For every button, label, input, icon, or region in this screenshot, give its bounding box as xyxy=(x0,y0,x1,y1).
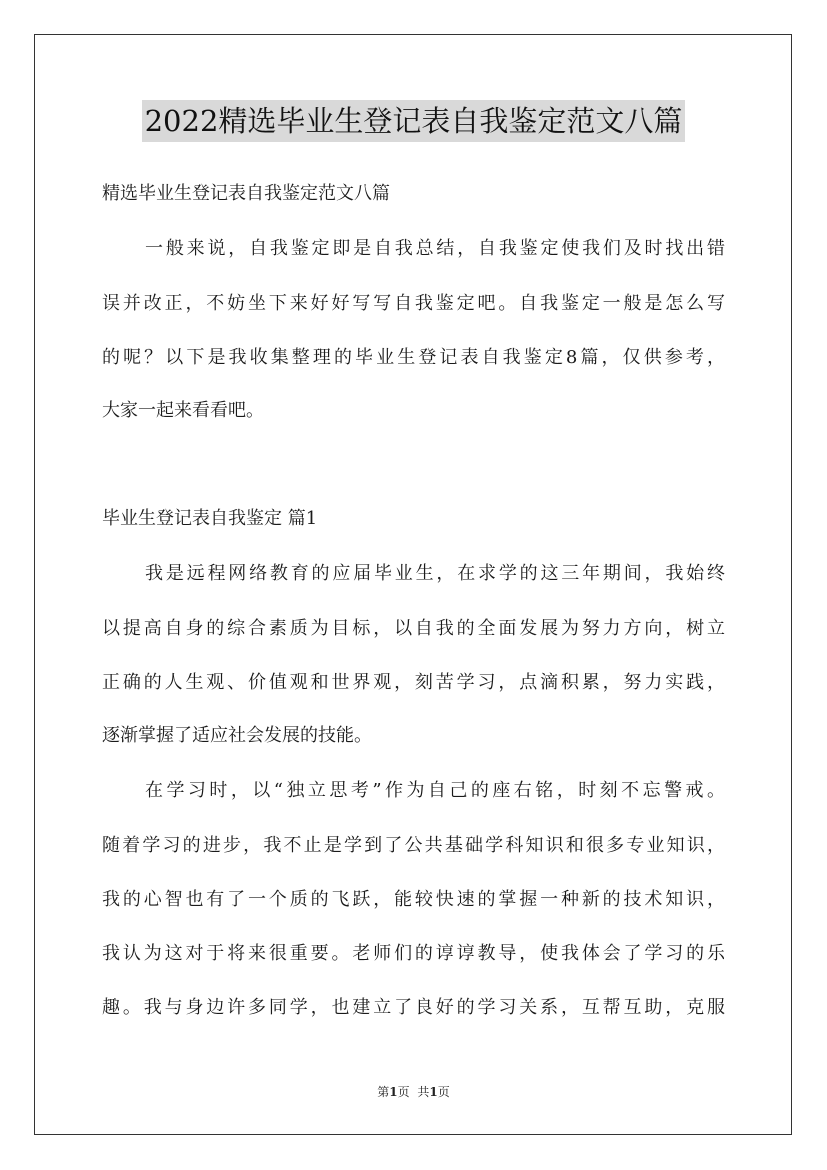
paragraph-line: 随着学习的进步，我不止是学到了公共基础学科知识和很多专业知识， xyxy=(102,835,725,856)
footer-total-suffix: 页 xyxy=(437,1085,450,1099)
footer-page-prefix: 第 xyxy=(377,1085,390,1099)
paragraph-line: 正确的人生观、价值观和世界观，刻苦学习，点滴积累，努力实践， xyxy=(102,672,725,693)
paragraph-line: 我是远程网络教育的应届毕业生，在求学的这三年期间，我始终 xyxy=(145,563,725,584)
paragraph-line: 大家一起来看看吧。 xyxy=(102,400,264,421)
title-container xyxy=(0,100,827,142)
paragraph-line: 以提高自身的综合素质为目标，以自我的全面发展为努力方向，树立 xyxy=(102,618,725,639)
paragraph-line: 我的心智也有了一个质的飞跃，能较快速的掌握一种新的技术知识， xyxy=(102,889,725,910)
page-footer xyxy=(0,1084,827,1100)
paragraph-line: 误并改正，不妨坐下来好好写写自我鉴定吧。自我鉴定一般是怎么写 xyxy=(102,293,725,314)
paragraph-line: 一般来说，自我鉴定即是自我总结，自我鉴定使我们及时找出错 xyxy=(145,238,725,259)
paragraph-line: 逐渐掌握了适应社会发展的技能。 xyxy=(102,725,372,746)
subtitle-line: 精选毕业生登记表自我鉴定范文八篇 xyxy=(102,183,390,204)
footer-page-suffix: 页 xyxy=(397,1085,410,1099)
paragraph-line: 在学习时，以“独立思考”作为自己的座右铭，时刻不忘警戒。 xyxy=(145,780,725,801)
document-title: 2022精选毕业生登记表自我鉴定范文八篇 xyxy=(142,100,686,142)
paragraph-line: 的呢？以下是我收集整理的毕业生登记表自我鉴定8篇，仅供参考， xyxy=(102,347,725,368)
footer-page-number: 1 xyxy=(389,1085,398,1099)
paragraph-line: 我认为这对于将来很重要。老师们的谆谆教导，使我体会了学习的乐 xyxy=(102,943,725,964)
footer-total-pages: 1 xyxy=(429,1085,438,1099)
footer-total-prefix: 共 xyxy=(417,1085,430,1099)
section-heading: 毕业生登记表自我鉴定 篇1 xyxy=(102,508,318,529)
paragraph-line: 趣。我与身边许多同学，也建立了良好的学习关系，互帮互助，克服 xyxy=(102,997,725,1018)
